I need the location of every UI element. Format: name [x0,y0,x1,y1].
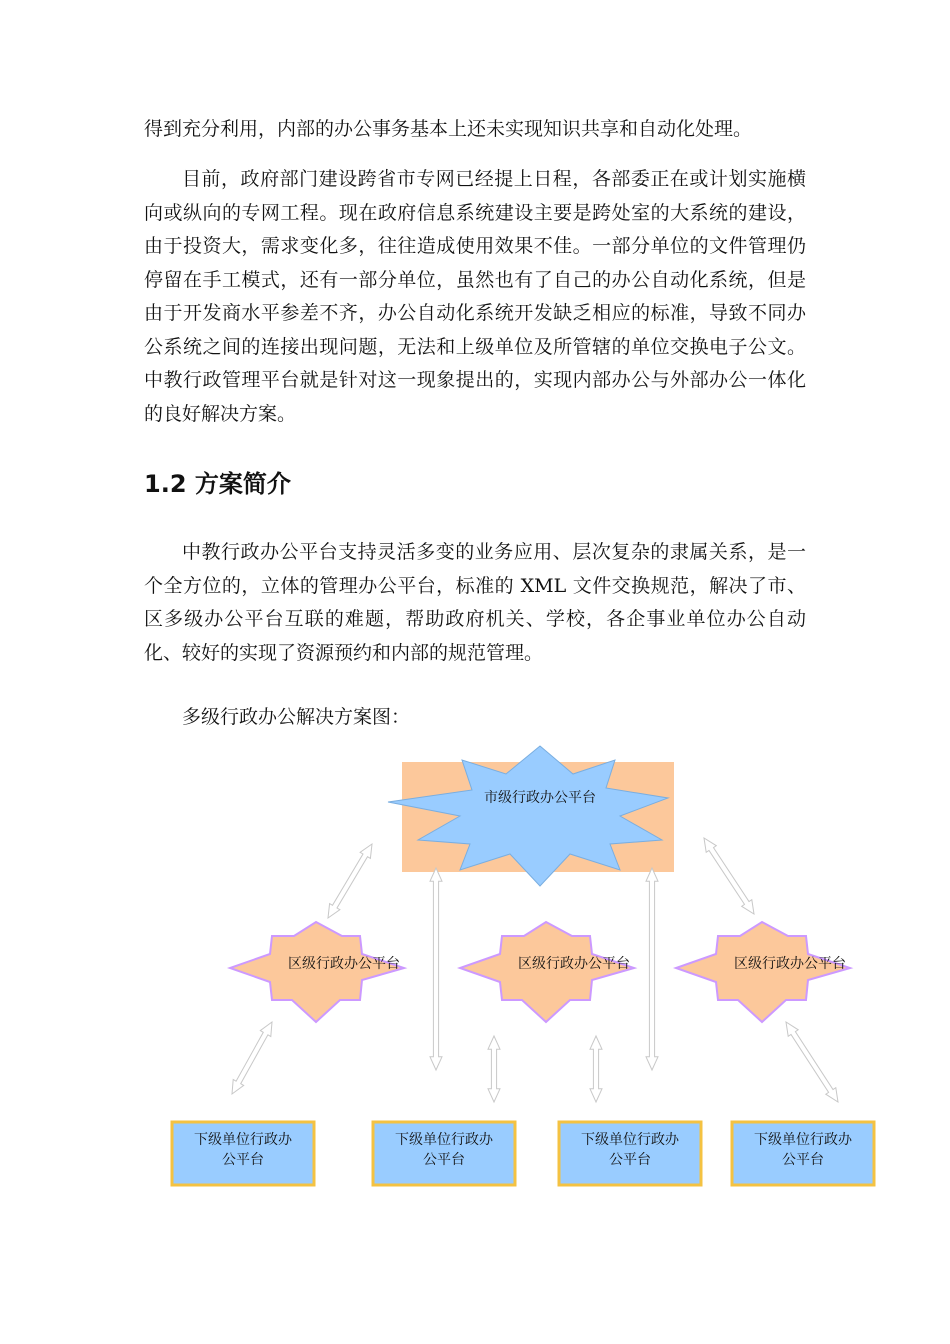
paragraph-continuation: 得到充分利用，内部的办公事务基本上还未实现知识共享和自动化处理。 [144,118,753,140]
unit-platform-node [559,1122,701,1185]
unit-platform-node [732,1122,874,1185]
unit-label-line2: 公平台 [222,1152,264,1168]
double-arrow-icon [590,1036,602,1102]
district-platform-node [676,922,850,1022]
unit-label-line2: 公平台 [609,1152,651,1168]
unit-platform-node [373,1122,515,1185]
city-platform-node [388,746,674,886]
section-heading: 1.2 方案简介 [144,470,291,498]
double-arrow-icon [646,868,658,1070]
unit-label-line2: 公平台 [423,1152,465,1168]
unit-label-line1: 下级单位行政办 [395,1132,493,1148]
district-platform-node [460,922,634,1022]
double-arrow-icon [786,1022,838,1102]
unit-label-line1: 下级单位行政办 [194,1132,292,1148]
paragraph-background: 目前，政府部门建设跨省市专网已经提上日程，各部委正在或计划实施横向或纵向的专网工程。现在政府信息系统建设主要是跨处室的大系统的建设，由于投资大，需求变化多，往往造成使用效果不佳。一部分单位的文件管理仍停留在手工模式，还有一部分单位，虽然也有了自己的办公自动化系统，但是由于开发商水平参差不齐，办公自动化系统开发缺乏相应的标准，导致不同办公系统之间的连接出现问题，无法和上级单位及所管辖的单位交换电子公文。中教行政管理平台就是针对这一现象提出的，实现内部办公与外部办公一体化的良好解决方案。 [144,168,806,425]
unit-label-line1: 下级单位行政办 [581,1132,679,1148]
district-platform-node [230,922,404,1022]
city-label: 市级行政办公平台 [484,790,596,806]
double-arrow-icon [232,1022,272,1094]
diagram-caption: 多级行政办公解决方案图： [182,706,411,728]
district-label: 区级行政办公平台 [734,956,846,972]
unit-platform-node [172,1122,314,1185]
solution-diagram [0,740,950,1200]
unit-label-line2: 公平台 [782,1152,824,1168]
district-label: 区级行政办公平台 [288,956,400,972]
double-arrow-icon [704,838,754,914]
double-arrow-icon [328,844,372,918]
district-label: 区级行政办公平台 [518,956,630,972]
paragraph-intro: 中教行政办公平台支持灵活多变的业务应用、层次复杂的隶属关系，是一个全方位的，立体的管理办公平台，标准的 XML 文件交换规范，解决了市、区多级办公平台互联的难题，帮助政府机关、学校，各企事业单位办公自动化、较好的实现了资源预约和内部的规范管理。 [144,541,806,664]
double-arrow-icon [430,868,442,1070]
unit-label-line1: 下级单位行政办 [754,1132,852,1148]
double-arrow-icon [488,1036,500,1102]
